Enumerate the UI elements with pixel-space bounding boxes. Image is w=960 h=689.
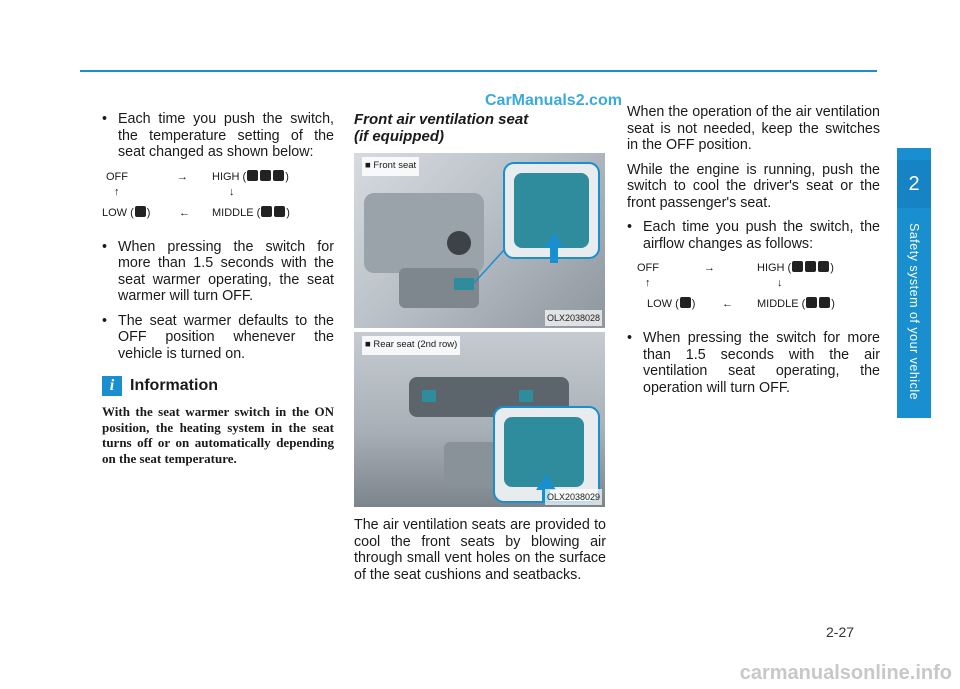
information-header <box>102 376 334 396</box>
warmer-cycle-diagram <box>102 169 334 227</box>
watermark-bottom[interactable]: carmanualsonline.info <box>739 662 952 684</box>
figure-label-rear: ■ Rear seat (2nd row) <box>362 336 460 355</box>
column-left <box>102 111 334 466</box>
arrow-right-icon: → <box>177 170 188 183</box>
figure-label-front: ■ Front seat <box>362 157 419 176</box>
front-seat-illustration <box>354 153 605 328</box>
chapter-number: 2 <box>897 160 931 208</box>
page-number: 2-27 <box>826 624 855 640</box>
cycle-off: OFF <box>106 170 128 183</box>
paragraph-engine-running: While the engine is running, push the switch to cool the driver's seat or the front passenger's seat. <box>627 161 880 211</box>
ventilation-description: The air ventilation seats are provided to cool the front seats by blowing air through small vent holes on the surface of the seat cushions and seatbacks. <box>354 517 606 583</box>
figure-code-rear: OLX2038029 <box>545 489 602 506</box>
arrow-left-icon: ← <box>722 298 733 310</box>
heading-line2: (if equipped) <box>354 128 444 145</box>
information-text: With the seat warmer switch in the ON position, the heating system in the seat turns off or on automatically depending on the seat temperature. <box>102 404 334 466</box>
watermark-top[interactable]: CarManuals2.com <box>485 92 622 109</box>
information-title: Information <box>130 376 218 394</box>
cycle-low: LOW ( ) <box>647 298 696 310</box>
cycle-low: LOW ( ) <box>102 206 151 219</box>
info-icon: i <box>102 376 122 396</box>
bullet-default-off: • The seat warmer defaults to the OFF position whenever the vehicle is turned on. <box>102 313 334 363</box>
cycle-high: HIGH ( ) <box>212 170 289 183</box>
chapter-title: Safety system of your vehicle <box>907 223 921 401</box>
cycle-middle: MIDDLE ( ) <box>212 206 290 219</box>
section-heading <box>354 111 606 145</box>
airflow-cycle-diagram <box>627 260 880 318</box>
bullet-seat-warmer-cycle: • Each time you push the switch, the temperature setting of the seat changed as shown below: <box>102 111 334 161</box>
arrow-left-icon: ← <box>179 206 190 219</box>
arrow-up-icon: ↑ <box>114 185 120 198</box>
figure-front-seat <box>354 153 605 328</box>
cycle-high: HIGH ( ) <box>757 262 834 274</box>
rear-seat-illustration <box>354 332 605 507</box>
column-right <box>627 104 880 404</box>
arrow-right-icon: → <box>704 262 715 274</box>
header-rule <box>80 70 877 72</box>
bullet-long-press: • When pressing the switch for more than 1.5 seconds with the seat warmer operating, the seat warmer will turn OFF. <box>102 239 334 305</box>
cycle-middle: MIDDLE ( ) <box>757 298 835 310</box>
figure-rear-seat <box>354 332 605 507</box>
paragraph-off-position: When the operation of the air ventilation seat is not needed, keep the switches in the OFF position. <box>627 104 880 153</box>
arrow-down-icon: ↓ <box>229 185 235 198</box>
arrow-up-icon: ↑ <box>645 277 651 289</box>
bullet-long-press-vent: • When pressing the switch for more than 1.5 seconds with the air ventilation seat operating, the operation will turn OFF. <box>627 330 880 396</box>
cycle-off: OFF <box>637 262 659 274</box>
heading-line1: Front air ventilation seat <box>354 111 529 128</box>
column-middle <box>354 111 606 583</box>
arrow-down-icon: ↓ <box>777 277 783 289</box>
figure-code-front: OLX2038028 <box>545 310 602 327</box>
bullet-airflow-cycle: • Each time you push the switch, the airflow changes as follows: <box>627 219 880 252</box>
